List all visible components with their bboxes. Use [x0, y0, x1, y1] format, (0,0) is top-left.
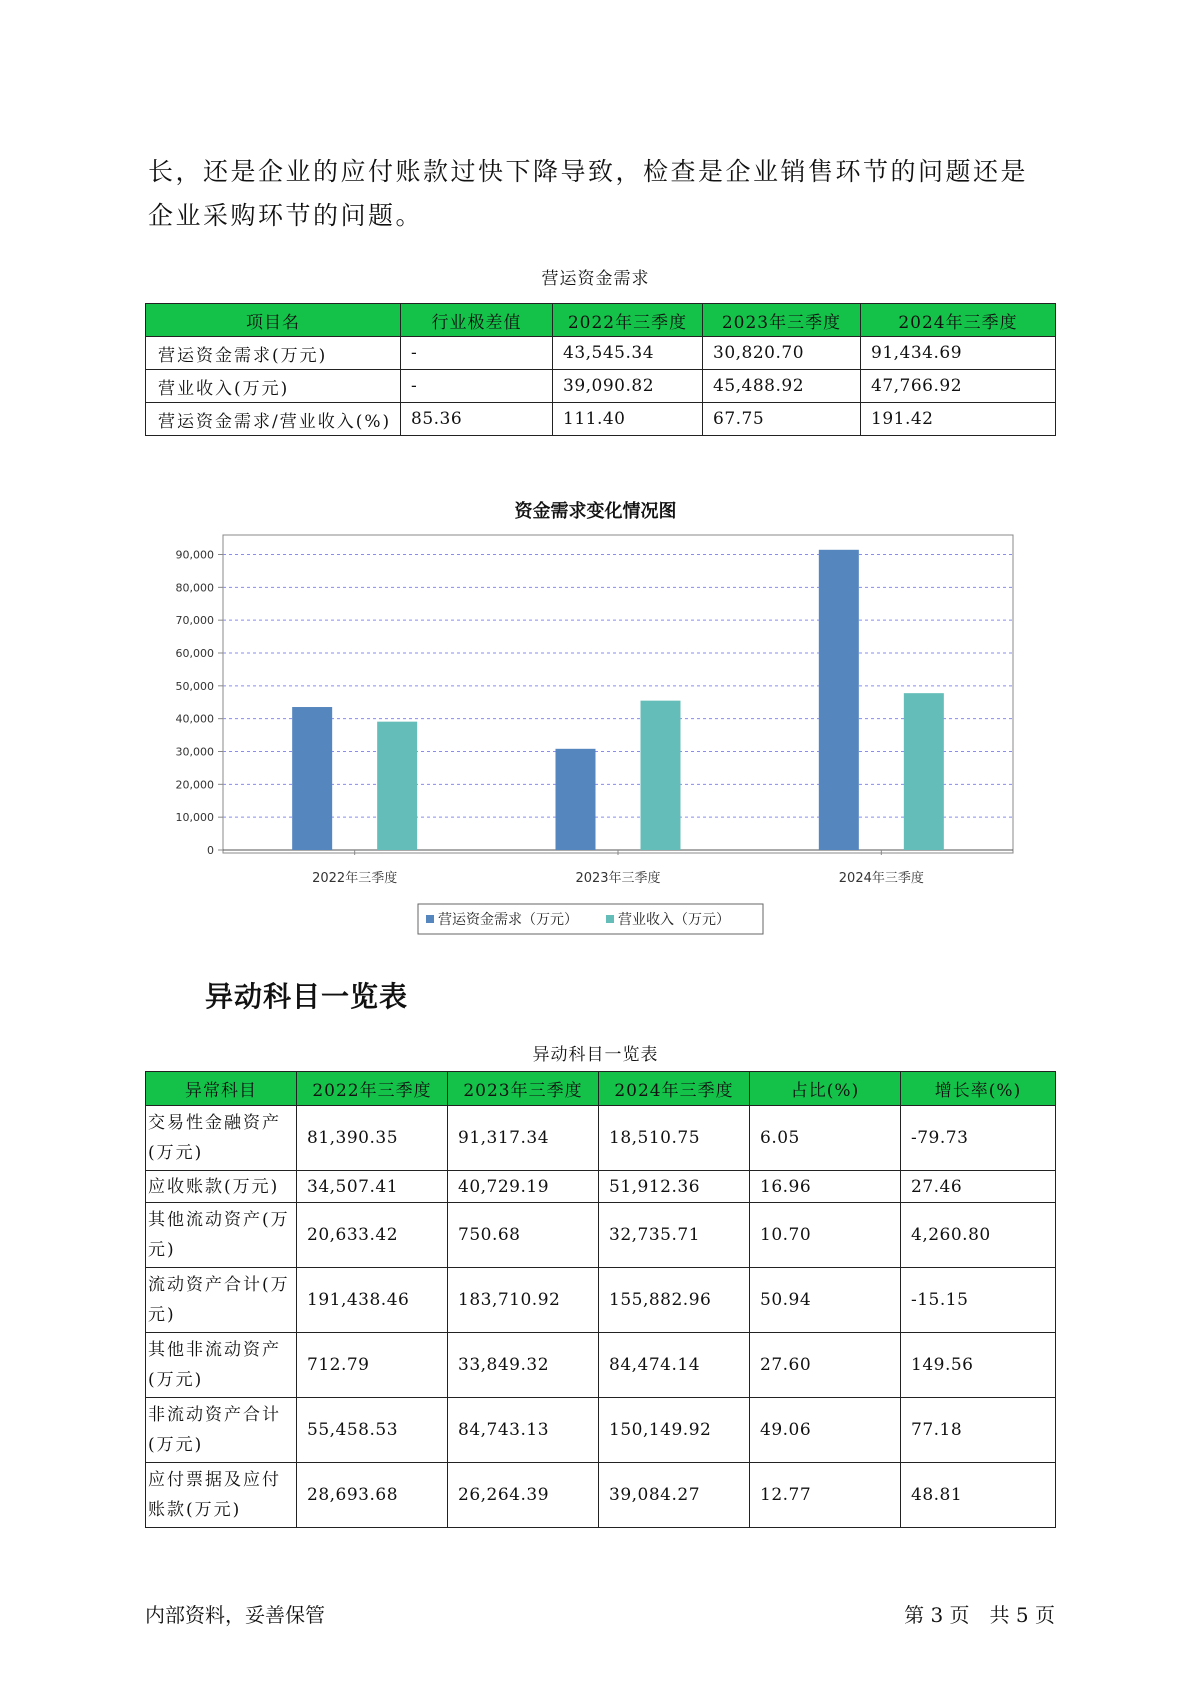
bar-capital-demand	[292, 707, 332, 850]
table-cell: 67.75	[703, 403, 861, 436]
table-row	[146, 1106, 1056, 1171]
table1-header: 项目名	[146, 304, 401, 337]
plot-area	[223, 535, 1013, 853]
table-cell: 其他流动资产(万元)	[146, 1203, 297, 1268]
table2-header: 2022年三季度	[297, 1072, 448, 1106]
y-tick-label: 70,000	[175, 614, 214, 628]
table-cell: 27.46	[901, 1171, 1056, 1203]
table-cell: 51,912.36	[599, 1171, 750, 1203]
y-tick-label: 50,000	[175, 679, 214, 693]
table-cell: 40,729.19	[448, 1171, 599, 1203]
table-cell: 流动资产合计(万元)	[146, 1268, 297, 1333]
section-heading: 异动科目一览表	[205, 980, 409, 1013]
table-cell: 43,545.34	[553, 337, 703, 370]
table-cell: 应付票据及应付账款(万元)	[146, 1463, 297, 1528]
bar-capital-demand	[819, 550, 859, 850]
abnormal-items-table	[145, 1071, 1056, 1528]
table-cell: 155,882.96	[599, 1268, 750, 1333]
table-cell: 55,458.53	[297, 1398, 448, 1463]
table-cell: 16.96	[750, 1171, 901, 1203]
table-cell: 33,849.32	[448, 1333, 599, 1398]
y-tick-label: 30,000	[175, 745, 214, 759]
table-cell: 111.40	[553, 403, 703, 436]
y-tick-label: 20,000	[175, 778, 214, 792]
table-cell: 91,317.34	[448, 1106, 599, 1171]
table-cell: 49.06	[750, 1398, 901, 1463]
table-cell: 712.79	[297, 1333, 448, 1398]
table2-header: 占比(%)	[750, 1072, 901, 1106]
table-cell: 其他非流动资产(万元)	[146, 1333, 297, 1398]
table1-header-row	[146, 304, 1056, 337]
table2-header: 2024年三季度	[599, 1072, 750, 1106]
legend-label: 营业收入（万元）	[618, 912, 730, 928]
table-cell: 81,390.35	[297, 1106, 448, 1171]
table1-caption: 营运资金需求	[541, 269, 650, 289]
legend-swatch	[426, 915, 434, 923]
table1-header: 2024年三季度	[861, 304, 1056, 337]
table-row	[146, 1463, 1056, 1528]
table-row	[146, 403, 1056, 436]
y-tick-label: 0	[207, 844, 214, 857]
table-row	[146, 370, 1056, 403]
table-cell: 4,260.80	[901, 1203, 1056, 1268]
table-row	[146, 1268, 1056, 1333]
table-cell: -	[401, 337, 553, 370]
table-cell: 营业收入(万元)	[146, 370, 401, 403]
bar-capital-demand	[556, 749, 596, 850]
x-tick-label: 2024年三季度	[838, 871, 924, 886]
table-cell: 47,766.92	[861, 370, 1056, 403]
footer-confidential-note: 内部资料，妥善保管	[145, 1603, 325, 1627]
x-tick-label: 2022年三季度	[312, 871, 398, 886]
table-cell: 91,434.69	[861, 337, 1056, 370]
table-cell: -15.15	[901, 1268, 1056, 1333]
table-cell: 85.36	[401, 403, 553, 436]
table-cell: 27.60	[750, 1333, 901, 1398]
table-cell: 18,510.75	[599, 1106, 750, 1171]
table-cell: 应收账款(万元)	[146, 1171, 297, 1203]
table-cell: 12.77	[750, 1463, 901, 1528]
y-tick-label: 80,000	[175, 581, 214, 595]
bar-revenue	[904, 693, 944, 850]
table-cell: 39,084.27	[599, 1463, 750, 1528]
y-tick-label: 10,000	[175, 811, 214, 825]
table-cell: 20,633.42	[297, 1203, 448, 1268]
table-cell: -79.73	[901, 1106, 1056, 1171]
chart-title: 资金需求变化情况图	[514, 501, 677, 522]
table1-header: 2022年三季度	[553, 304, 703, 337]
y-tick-label: 40,000	[175, 712, 214, 726]
table-cell: 交易性金融资产(万元)	[146, 1106, 297, 1171]
table-cell: 26,264.39	[448, 1463, 599, 1528]
table-cell: -	[401, 370, 553, 403]
y-tick-label: 60,000	[175, 647, 214, 660]
table-cell: 营运资金需求/营业收入(%)	[146, 403, 401, 436]
table2-caption: 异动科目一览表	[532, 1045, 659, 1065]
table-cell: 39,090.82	[553, 370, 703, 403]
table-row	[146, 1171, 1056, 1203]
capital-demand-chart	[148, 530, 1028, 940]
legend-label: 营运资金需求（万元）	[438, 912, 578, 928]
table-cell: 10.70	[750, 1203, 901, 1268]
table-cell: 77.18	[901, 1398, 1056, 1463]
table-cell: 149.56	[901, 1333, 1056, 1398]
table1-header: 行业极差值	[401, 304, 553, 337]
table-cell: 191,438.46	[297, 1268, 448, 1333]
table2-header: 2023年三季度	[448, 1072, 599, 1106]
table-cell: 750.68	[448, 1203, 599, 1268]
working-capital-table	[145, 303, 1056, 436]
table-cell: 45,488.92	[703, 370, 861, 403]
table-cell: 150,149.92	[599, 1398, 750, 1463]
table-cell: 营运资金需求(万元)	[146, 337, 401, 370]
bar-revenue	[641, 701, 681, 850]
table-cell: 非流动资产合计(万元)	[146, 1398, 297, 1463]
table-cell: 191.42	[861, 403, 1056, 436]
table-cell: 34,507.41	[297, 1171, 448, 1203]
table-cell: 50.94	[750, 1268, 901, 1333]
x-tick-label: 2023年三季度	[575, 871, 661, 886]
table2-header-row	[146, 1072, 1056, 1106]
table-cell: 30,820.70	[703, 337, 861, 370]
bar-revenue	[377, 722, 417, 850]
y-tick-label: 90,000	[175, 548, 214, 562]
table-cell: 32,735.71	[599, 1203, 750, 1268]
table-row	[146, 1203, 1056, 1268]
table-cell: 48.81	[901, 1463, 1056, 1528]
legend-swatch	[606, 915, 614, 923]
table-cell: 84,743.13	[448, 1398, 599, 1463]
table-cell: 84,474.14	[599, 1333, 750, 1398]
table-cell: 183,710.92	[448, 1268, 599, 1333]
footer-page-number: 第 3 页 共 5 页	[904, 1603, 1055, 1627]
table2-header: 增长率(%)	[901, 1072, 1056, 1106]
table1-header: 2023年三季度	[703, 304, 861, 337]
table-cell: 6.05	[750, 1106, 901, 1171]
table-row	[146, 337, 1056, 370]
table-row	[146, 1333, 1056, 1398]
table-row	[146, 1398, 1056, 1463]
table-cell: 28,693.68	[297, 1463, 448, 1528]
intro-paragraph: 长，还是企业的应付账款过快下降导致，检查是企业销售环节的问题还是企业采购环节的问题。	[148, 157, 1029, 230]
table2-header: 异常科目	[146, 1072, 297, 1106]
